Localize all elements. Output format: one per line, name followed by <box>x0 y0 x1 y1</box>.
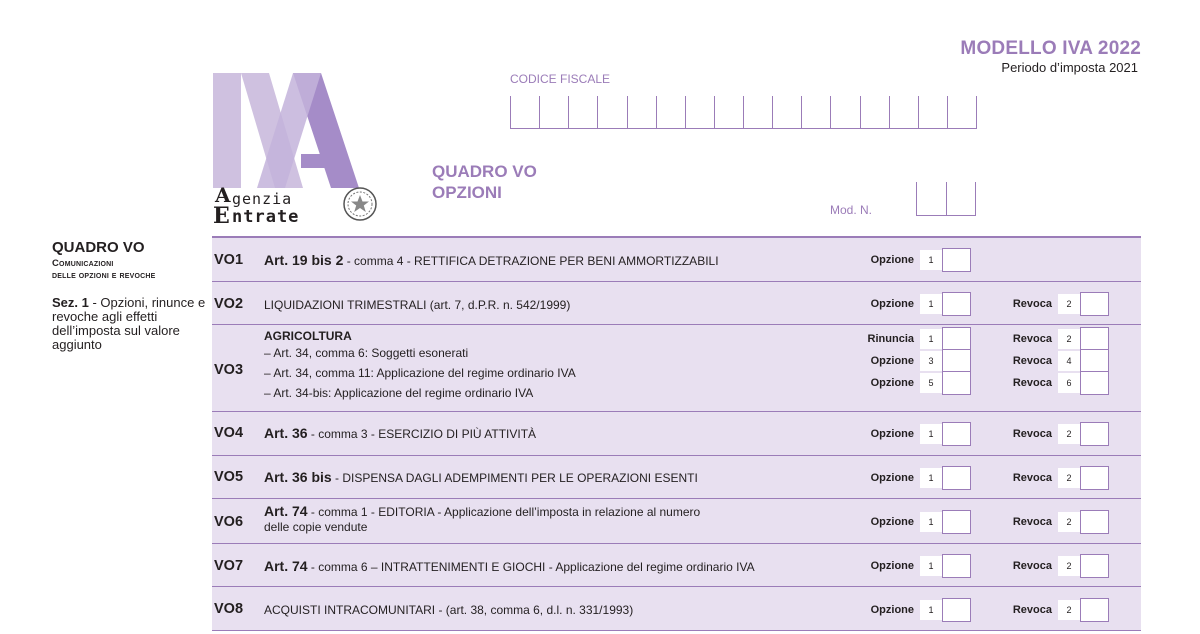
field-vo3-4: Revoca 4 <box>998 349 1109 373</box>
checkbox-vo7-revoca[interactable] <box>1080 554 1109 578</box>
agency-name-line2: ntrate <box>232 207 300 227</box>
row-description: Art. 36 bis - DISPENSA DAGLI ADEMPIMENTI PER LE OPERAZIONI ESENTI <box>264 469 698 485</box>
model-title: MODELLO IVA 2022 <box>960 38 1141 59</box>
field-vo5-2: Revoca 2 <box>998 466 1109 490</box>
mod-n-label: Mod. N. <box>830 203 873 217</box>
row-code: VO7 <box>214 558 244 574</box>
checkbox-vo2-revoca[interactable] <box>1080 292 1109 316</box>
row-description: AGRICOLTURA – Art. 34, comma 6: Soggetti esonerati – Art. 34, comma 11: Applicazione del regime ordinario IVA – Art. 34-bis: Applicazione del regime ordinario IVA <box>264 329 576 400</box>
quadro-title: QUADRO VO <box>432 162 537 181</box>
field-vo3-3: Opzione 3 <box>860 349 971 373</box>
quadro-subtitle: OPZIONI <box>432 183 502 202</box>
checkbox-vo1-opzione[interactable] <box>942 248 971 272</box>
checkbox-vo3-revoca-2[interactable] <box>1080 327 1109 351</box>
checkbox-vo8-revoca[interactable] <box>1080 598 1109 622</box>
row-code: VO4 <box>214 425 244 441</box>
row-description: Art. 19 bis 2 - comma 4 - RETTIFICA DETRAZIONE PER BENI AMMORTIZZABILI <box>264 252 719 268</box>
field-vo3-5: Opzione 5 <box>860 371 971 395</box>
checkbox-vo3-revoca-4[interactable] <box>1080 349 1109 373</box>
table-row-vo6 <box>212 499 1141 544</box>
agency-initial-a: A <box>215 186 231 207</box>
checkbox-vo6-opzione[interactable] <box>942 510 971 534</box>
sidebar-subtitle-line2: delle opzioni e revoche <box>52 270 156 281</box>
field-vo7-2: Revoca 2 <box>998 554 1109 578</box>
field-vo5-1: Opzione 1 <box>860 466 971 490</box>
sidebar-subtitle <box>52 258 156 282</box>
republic-emblem-icon <box>342 186 378 222</box>
sidebar-subtitle-line1: Comunicazioni <box>52 258 114 269</box>
checkbox-vo4-revoca[interactable] <box>1080 422 1109 446</box>
field-vo4-1: Opzione 1 <box>860 422 971 446</box>
table-row-vo8 <box>212 587 1141 631</box>
row-description: Art. 74 - comma 1 - EDITORIA - Applicazione dell’imposta in relazione al numero delle copie vendute <box>264 503 701 534</box>
field-vo8-1: Opzione 1 <box>860 598 971 622</box>
field-vo6-1: Opzione 1 <box>860 510 971 534</box>
section-text: - Opzioni, rinunce e revoche agli effetti dell’imposta sul valore aggiunto <box>52 295 206 352</box>
row-description: Art. 74 - comma 6 – INTRATTENIMENTI E GIOCHI - Applicazione del regime ordinario IVA <box>264 558 755 574</box>
quadro-heading <box>432 161 537 203</box>
field-vo2-2: Revoca 2 <box>998 292 1109 316</box>
tax-period: Periodo d’imposta 2021 <box>1001 60 1138 75</box>
row-code: VO8 <box>214 601 244 617</box>
row-code: VO5 <box>214 469 244 485</box>
checkbox-vo5-revoca[interactable] <box>1080 466 1109 490</box>
field-vo1-1: Opzione 1 <box>860 248 971 272</box>
codice-fiscale-label: CODICE FISCALE <box>510 72 611 86</box>
checkbox-vo3-opzione-3[interactable] <box>942 349 971 373</box>
table-row-vo7 <box>212 544 1141 587</box>
iva-logo <box>205 68 395 230</box>
agency-name-line1: genzia <box>232 190 293 208</box>
field-vo3-1: Rinuncia 1 <box>860 327 971 351</box>
row-code: VO1 <box>214 252 244 268</box>
field-vo3-6: Revoca 6 <box>998 371 1109 395</box>
row-code: VO6 <box>214 514 244 530</box>
section-label: Sez. 1 <box>52 295 89 310</box>
checkbox-vo6-revoca[interactable] <box>1080 510 1109 534</box>
table-row-vo3 <box>212 325 1141 412</box>
options-table <box>212 236 1141 631</box>
checkbox-vo4-opzione[interactable] <box>942 422 971 446</box>
checkbox-vo5-opzione[interactable] <box>942 466 971 490</box>
checkbox-vo2-opzione[interactable] <box>942 292 971 316</box>
sidebar-title: QUADRO VO <box>52 239 145 256</box>
field-vo3-2: Revoca 2 <box>998 327 1109 351</box>
table-row-vo4 <box>212 412 1141 456</box>
checkbox-vo3-revoca-6[interactable] <box>1080 371 1109 395</box>
table-row-vo5 <box>212 456 1141 499</box>
field-vo7-1: Opzione 1 <box>860 554 971 578</box>
checkbox-vo8-opzione[interactable] <box>942 598 971 622</box>
sidebar-section <box>52 296 210 352</box>
field-vo4-2: Revoca 2 <box>998 422 1109 446</box>
table-row-vo1 <box>212 238 1141 282</box>
field-vo8-2: Revoca 2 <box>998 598 1109 622</box>
field-vo6-2: Revoca 2 <box>998 510 1109 534</box>
row-code: VO3 <box>214 362 244 378</box>
table-row-vo2 <box>212 282 1141 325</box>
row-description: LIQUIDAZIONI TRIMESTRALI (art. 7, d.P.R. n. 542/1999) <box>264 298 571 312</box>
row-description: ACQUISTI INTRACOMUNITARI - (art. 38, comma 6, d.l. n. 331/1993) <box>264 603 634 617</box>
checkbox-vo3-opzione-5[interactable] <box>942 371 971 395</box>
checkbox-vo7-opzione[interactable] <box>942 554 971 578</box>
codice-fiscale-input[interactable] <box>510 96 977 129</box>
row-description: Art. 36 - comma 3 - ESERCIZIO DI PIÙ ATTIVITÀ <box>264 425 537 441</box>
checkbox-vo3-rinuncia[interactable] <box>942 327 971 351</box>
row-code: VO2 <box>214 296 244 312</box>
mod-n-input[interactable] <box>916 182 976 216</box>
agency-initial-e: E <box>213 203 230 226</box>
field-vo2-1: Opzione 1 <box>860 292 971 316</box>
